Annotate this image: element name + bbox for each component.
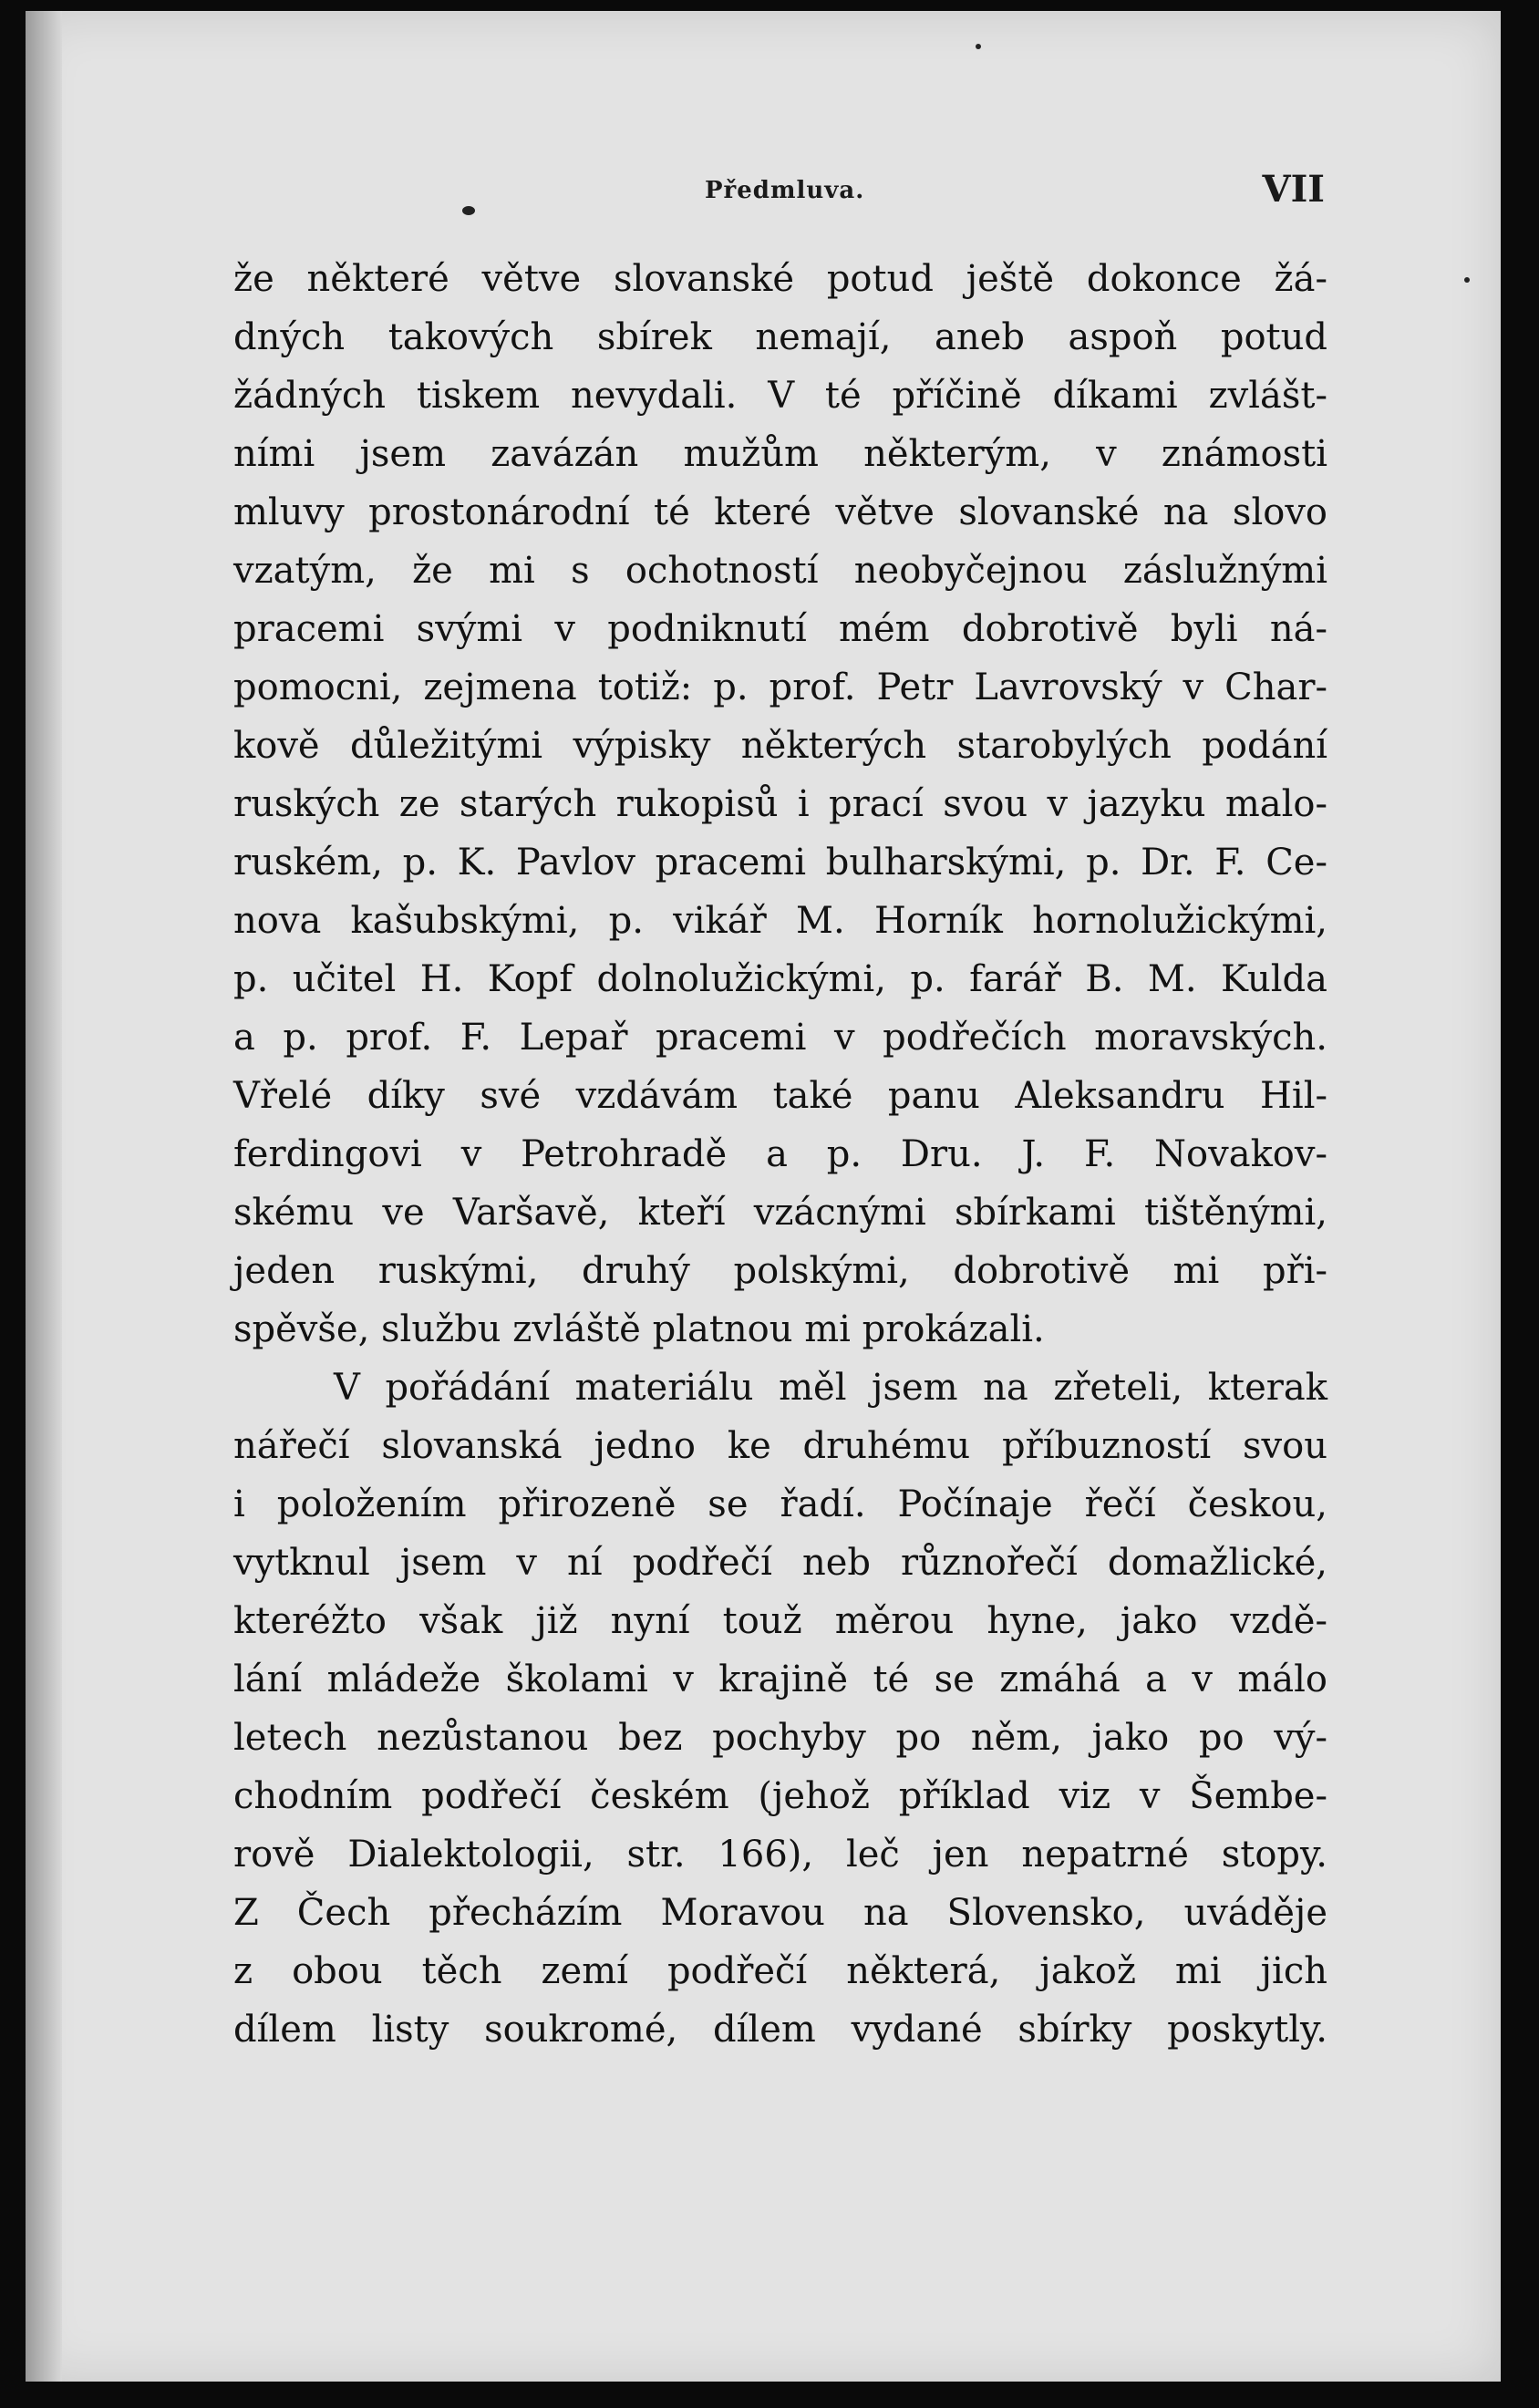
text-line: nářečí slovanská jedno ke druhému příbuzností svou — [233, 1425, 1327, 1467]
text-line: Vřelé díky své vzdávám také panu Aleksandru Hil- — [233, 1075, 1327, 1117]
ink-speck — [976, 44, 981, 49]
text-line: dílem listy soukromé, dílem vydané sbírky poskytly. — [233, 2009, 1327, 2051]
running-head: Předmluva. — [705, 177, 865, 204]
ink-speck — [462, 206, 475, 215]
text-line: že některé větve slovanské potud ještě dokonce žá- — [233, 258, 1327, 300]
text-line: pomocni, zejmena totiž: p. prof. Petr Lavrovský v Char- — [233, 667, 1327, 708]
text-line: spěvše, službu zvláště platnou mi prokázali. — [233, 1308, 1045, 1350]
text-line: vytknul jsem v ní podřečí neb různořečí domažlické, — [233, 1542, 1327, 1584]
text-line: dných takových sbírek nemají, aneb aspoň potud — [233, 316, 1327, 358]
text-line: chodním podřečí českém (jehož příklad viz v Šembe- — [233, 1775, 1327, 1817]
text-line: nova kašubskými, p. vikář M. Horník hornolužickými, — [233, 900, 1327, 942]
text-line: ferdingovi v Petrohradě a p. Dru. J. F. Novakov- — [233, 1133, 1327, 1175]
text-line: mluvy prostonárodní té které větve slovanské na slovo — [233, 491, 1327, 533]
text-line: ními jsem zavázán mužům některým, v známosti — [233, 433, 1327, 475]
text-line: rově Dialektologii, str. 166), leč jen nepatrné stopy. — [233, 1834, 1327, 1876]
text-line: žádných tiskem nevydali. V té příčině díkami zvlášt- — [233, 375, 1327, 417]
text-line: vzatým, že mi s ochotností neobyčejnou záslužnými — [233, 550, 1327, 592]
ink-speck — [1464, 277, 1470, 283]
text-line: letech nezůstanou bez pochyby po něm, jako po vý- — [233, 1717, 1327, 1759]
text-line: Z Čech přecházím Moravou na Slovensko, uváděje — [233, 1892, 1327, 1934]
text-line: i položením přirozeně se řadí. Počínaje řečí českou, — [233, 1483, 1327, 1525]
text-line: pracemi svými v podniknutí mém dobrotivě byli ná- — [233, 608, 1327, 650]
text-line: p. učitel H. Kopf dolnolužickými, p. farář B. M. Kulda — [233, 958, 1327, 1000]
text-line: kově důležitými výpisky některých starobylých podání — [233, 725, 1327, 767]
text-line: ruském, p. K. Pavlov pracemi bulharskými, p. Dr. F. Ce- — [233, 842, 1327, 884]
body-text — [233, 250, 1327, 2059]
text-line: a p. prof. F. Lepař pracemi v podřečích moravských. — [233, 1017, 1327, 1059]
text-line: jeden ruskými, druhý polskými, dobrotivě mi při- — [233, 1250, 1327, 1292]
text-line: V pořádání materiálu měl jsem na zřeteli, kterak — [334, 1367, 1327, 1409]
text-line: lání mládeže školami v krajině té se zmáhá a v málo — [233, 1659, 1327, 1700]
text-line: ruských ze starých rukopisů i prací svou v jazyku malo- — [233, 783, 1327, 825]
book-page — [26, 11, 1501, 2382]
text-line: kteréžto však již nyní touž měrou hyne, jako vzdě- — [233, 1600, 1327, 1642]
text-line: z obou těch zemí podřečí některá, jakož mi jich — [233, 1950, 1327, 1992]
page-gutter-shadow — [26, 11, 62, 2382]
text-line: skému ve Varšavě, kteří vzácnými sbírkami tištěnými, — [233, 1192, 1327, 1234]
page-header — [208, 168, 1325, 222]
page-number: VII — [1262, 168, 1325, 211]
